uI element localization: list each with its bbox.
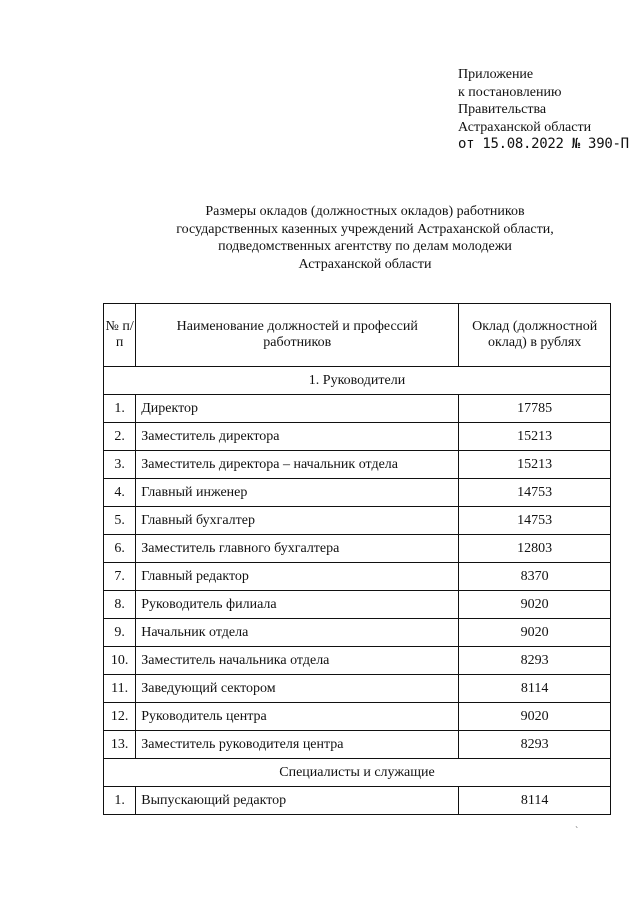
- header-num: № п/п: [104, 304, 136, 367]
- row-position-name: Заместитель главного бухгалтера: [136, 535, 459, 563]
- row-position-name: Руководитель центра: [136, 703, 459, 731]
- table-row: [104, 507, 611, 535]
- section-title: 1. Руководители: [104, 367, 611, 395]
- section-header-row: [104, 367, 611, 395]
- appendix-line: Правительства: [458, 102, 547, 117]
- title-line: Астраханской области: [298, 256, 432, 272]
- header-salary: Оклад (должностной оклад) в рублях: [459, 304, 611, 367]
- table-header-row: [104, 304, 611, 367]
- table-row: [104, 619, 611, 647]
- table-row: [104, 451, 611, 479]
- row-number: 10.: [104, 647, 136, 675]
- document-title: [100, 203, 630, 273]
- row-salary: 8293: [459, 647, 611, 675]
- title-line: подведомственных агентству по делам молодежи: [218, 239, 512, 254]
- row-number: 8.: [104, 591, 136, 619]
- table-row: [104, 563, 611, 591]
- table-row: [104, 787, 611, 815]
- table-row: [104, 395, 611, 423]
- appendix-line: Приложение: [458, 67, 534, 82]
- row-salary: 8293: [459, 731, 611, 759]
- row-salary: 8114: [459, 675, 611, 703]
- table-row: [104, 647, 611, 675]
- appendix-date-number: от 15.08.2022 № 390-П: [458, 136, 629, 152]
- section-title: Специалисты и служащие: [104, 759, 611, 787]
- section-header-row: [104, 759, 611, 787]
- row-salary: 15213: [459, 423, 611, 451]
- row-position-name: Руководитель филиала: [136, 591, 459, 619]
- row-salary: 14753: [459, 479, 611, 507]
- table-row: [104, 535, 611, 563]
- header-name: Наименование должностей и профессий работников: [136, 304, 459, 367]
- table-row: [104, 703, 611, 731]
- row-number: 5.: [104, 507, 136, 535]
- title-line: Размеры окладов (должностных окладов) работников: [205, 204, 525, 219]
- row-position-name: Выпускающий редактор: [136, 787, 459, 815]
- row-number: 9.: [104, 619, 136, 647]
- row-position-name: Заместитель директора – начальник отдела: [136, 451, 459, 479]
- row-number: 2.: [104, 423, 136, 451]
- title-line: государственных казенных учреждений Астраханской области,: [176, 221, 554, 237]
- row-number: 6.: [104, 535, 136, 563]
- row-position-name: Заместитель начальника отдела: [136, 647, 459, 675]
- row-position-name: Главный редактор: [136, 563, 459, 591]
- row-position-name: Заведующий сектором: [136, 675, 459, 703]
- row-salary: 9020: [459, 619, 611, 647]
- row-position-name: Директор: [136, 395, 459, 423]
- row-number: 1.: [104, 787, 136, 815]
- row-position-name: Главный инженер: [136, 479, 459, 507]
- row-position-name: Заместитель директора: [136, 423, 459, 451]
- row-number: 13.: [104, 731, 136, 759]
- appendix-block: [458, 66, 629, 154]
- row-salary: 15213: [459, 451, 611, 479]
- row-number: 4.: [104, 479, 136, 507]
- table-row: [104, 675, 611, 703]
- row-salary: 17785: [459, 395, 611, 423]
- table-row: [104, 731, 611, 759]
- row-salary: 9020: [459, 703, 611, 731]
- row-position-name: Главный бухгалтер: [136, 507, 459, 535]
- appendix-line: к постановлению: [458, 84, 562, 100]
- row-salary: 8114: [459, 787, 611, 815]
- row-number: 7.: [104, 563, 136, 591]
- row-salary: 12803: [459, 535, 611, 563]
- row-number: 12.: [104, 703, 136, 731]
- row-salary: 9020: [459, 591, 611, 619]
- row-number: 11.: [104, 675, 136, 703]
- row-position-name: Заместитель руководителя центра: [136, 731, 459, 759]
- salary-table: [103, 303, 611, 815]
- row-number: 1.: [104, 395, 136, 423]
- table-row: [104, 479, 611, 507]
- scan-mark: `: [575, 826, 579, 837]
- table-row: [104, 591, 611, 619]
- row-number: 3.: [104, 451, 136, 479]
- row-salary: 14753: [459, 507, 611, 535]
- appendix-line: Астраханской области: [458, 119, 592, 135]
- row-position-name: Начальник отдела: [136, 619, 459, 647]
- row-salary: 8370: [459, 563, 611, 591]
- table-row: [104, 423, 611, 451]
